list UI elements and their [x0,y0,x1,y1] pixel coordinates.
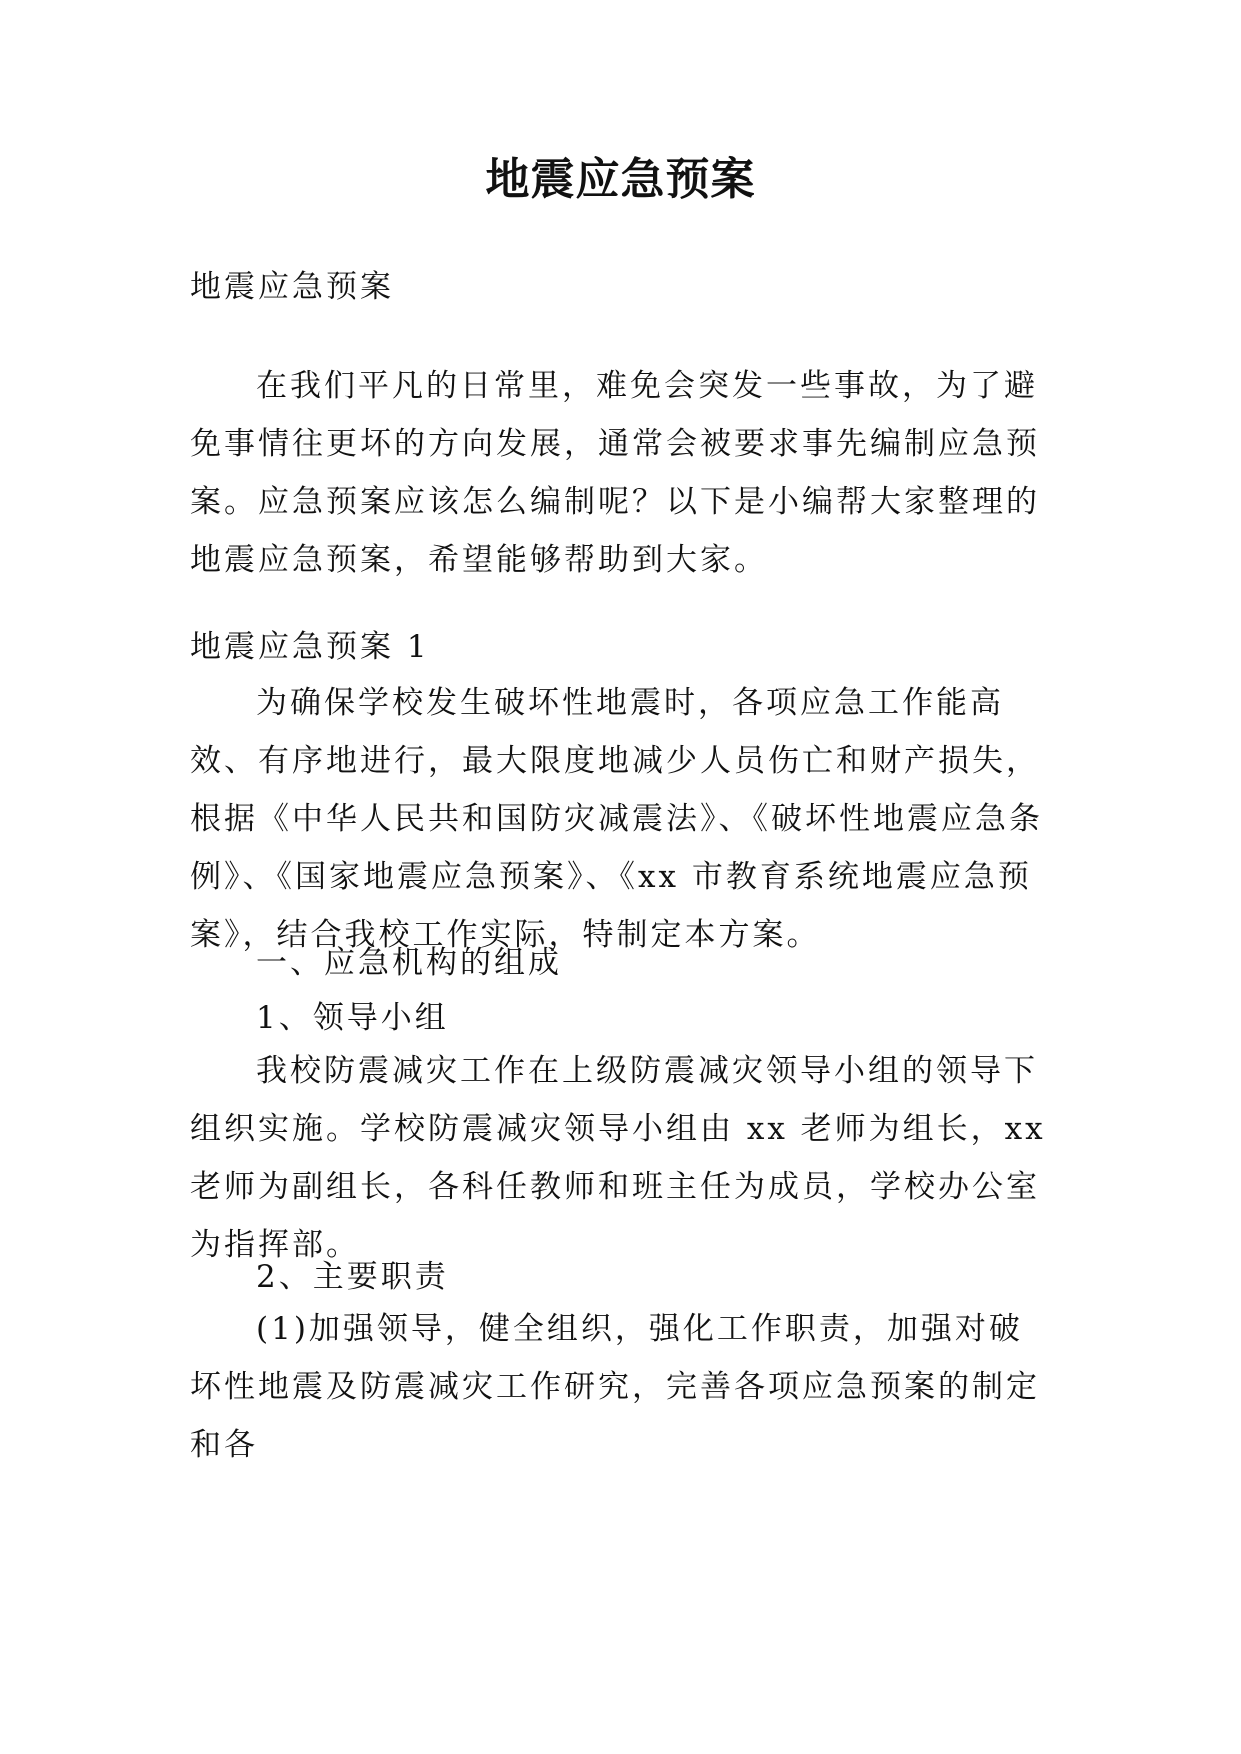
org-heading: 一、应急机构的组成 [256,945,562,981]
document-title: 地震应急预案 [485,154,756,205]
section-heading: 地震应急预案 1 [190,629,430,665]
leader-paragraph: 我校防震减灾工作在上级防震减灾领导小组的领导下组织实施。学校防震减灾领导小组由 xx 老师为组长，xx 老师为副组长，各科任教师和班主任为成员，学校办公室为指挥部。 [190,1053,1046,1263]
body-paragraph: 为确保学校发生破坏性地震时，各项应急工作能高效、有序地进行，最大限度地减少人员伤亡和财产损失，根据《中华人民共和国防灾减震法》、《破坏性地震应急条例》、《国家地震应急预案》、《xx 市教育系统地震应急预案》，结合我校工作实际，特制定本方案。 [190,685,1043,953]
intro-paragraph: 在我们平凡的日常里，难免会突发一些事故，为了避免事情往更坏的方向发展，通常会被要求事先编制应急预案。应急预案应该怎么编制呢？以下是小编帮大家整理的地震应急预案，希望能够帮助到大家。 [190,368,1040,578]
document-subtitle: 地震应急预案 [190,269,394,305]
leader-heading: 1、领导小组 [256,1000,449,1036]
duty-paragraph: (1)加强领导，健全组织，强化工作职责，加强对破坏性地震及防震减灾工作研究，完善各项应急预案的制定和各 [190,1311,1040,1463]
duty-heading: 2、主要职责 [256,1259,449,1295]
